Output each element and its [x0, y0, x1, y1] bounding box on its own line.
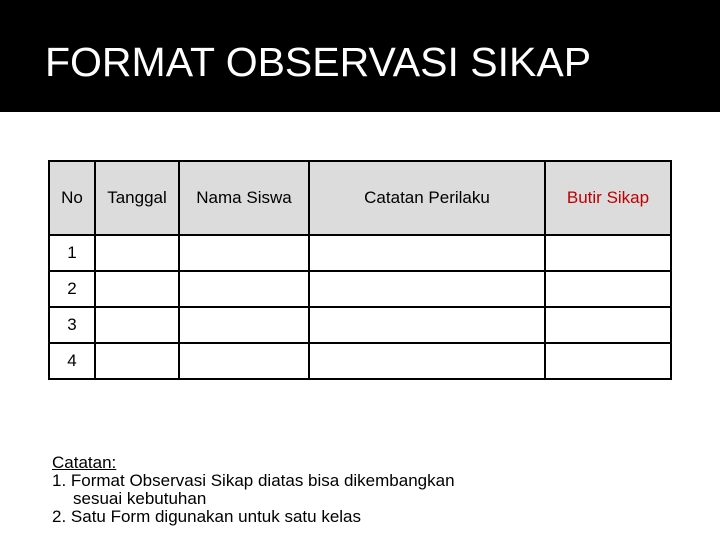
- cell-nama-siswa: [179, 343, 309, 379]
- cell-nama-siswa: [179, 271, 309, 307]
- cell-catatan-perilaku: [309, 343, 545, 379]
- cell-catatan-perilaku: [309, 307, 545, 343]
- cell-catatan-perilaku: [309, 271, 545, 307]
- table-row: [49, 235, 671, 271]
- title-bar: [0, 0, 720, 112]
- notes-heading: Catatan:: [52, 453, 117, 472]
- cell-no: 2: [49, 271, 95, 307]
- header-butir-sikap: Butir Sikap: [545, 161, 671, 235]
- note-item-1-continuation: sesuai kebutuhan: [73, 489, 207, 508]
- cell-no: 1: [49, 235, 95, 271]
- table-header-row: [49, 161, 671, 235]
- cell-butir-sikap: [545, 235, 671, 271]
- header-catatan-perilaku: Catatan Perilaku: [309, 161, 545, 235]
- table-row: [49, 343, 671, 379]
- observation-table: [48, 160, 672, 380]
- note-item-1: 1. Format Observasi Sikap diatas bisa dikembangkan: [52, 471, 455, 490]
- cell-tanggal: [95, 343, 179, 379]
- cell-no: 4: [49, 343, 95, 379]
- cell-butir-sikap: [545, 307, 671, 343]
- cell-tanggal: [95, 271, 179, 307]
- notes-section: [52, 454, 455, 526]
- cell-catatan-perilaku: [309, 235, 545, 271]
- page-title: FORMAT OBSERVASI SIKAP: [45, 39, 592, 85]
- cell-butir-sikap: [545, 271, 671, 307]
- header-no: No: [49, 161, 95, 235]
- header-tanggal: Tanggal: [95, 161, 179, 235]
- table-row: [49, 307, 671, 343]
- cell-tanggal: [95, 235, 179, 271]
- table-row: [49, 271, 671, 307]
- header-nama-siswa: Nama Siswa: [179, 161, 309, 235]
- cell-butir-sikap: [545, 343, 671, 379]
- note-item-2: 2. Satu Form digunakan untuk satu kelas: [52, 507, 362, 526]
- cell-tanggal: [95, 307, 179, 343]
- cell-nama-siswa: [179, 235, 309, 271]
- cell-no: 3: [49, 307, 95, 343]
- cell-nama-siswa: [179, 307, 309, 343]
